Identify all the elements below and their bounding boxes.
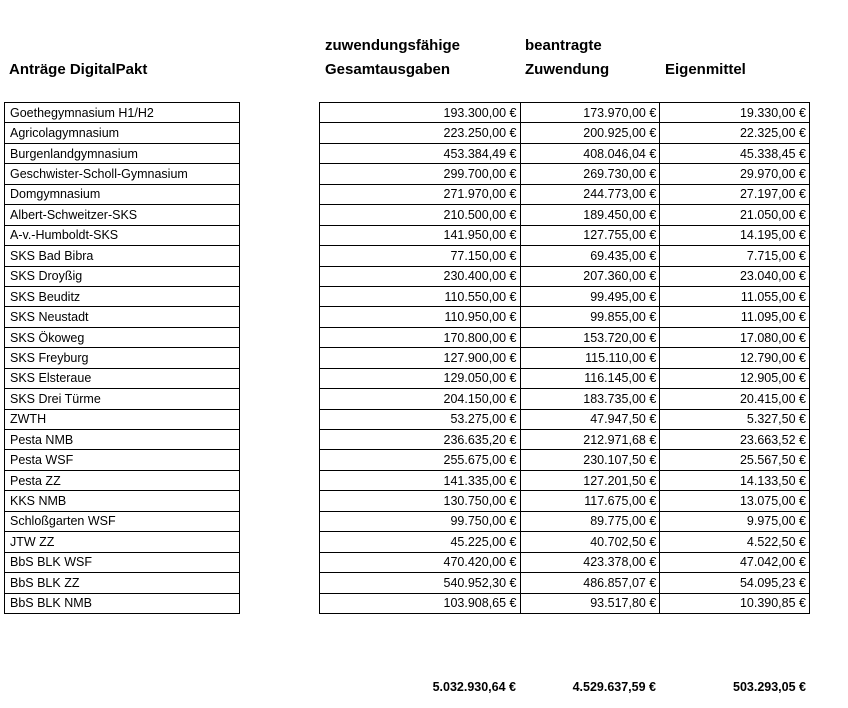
requested-grant-cell[interactable]: 99.495,00 € [520, 286, 660, 306]
school-name-cell[interactable]: A-v.-Humboldt-SKS [5, 225, 240, 245]
school-name-cell[interactable]: JTW ZZ [5, 532, 240, 552]
own-funds-cell[interactable]: 45.338,45 € [660, 143, 810, 163]
total-expenditure-cell[interactable]: 299.700,00 € [320, 164, 521, 184]
school-name-cell[interactable]: Geschwister-Scholl-Gymnasium [5, 164, 240, 184]
table-row [5, 409, 240, 429]
table-row [5, 348, 240, 368]
column-header-total-expenditure [325, 34, 460, 82]
table-row [5, 511, 240, 531]
requested-grant-cell[interactable]: 244.773,00 € [520, 184, 660, 204]
table-row [5, 205, 240, 225]
total-expenditure-cell[interactable]: 271.970,00 € [320, 184, 521, 204]
total-expenditure-cell[interactable]: 170.800,00 € [320, 327, 521, 347]
school-name-cell[interactable]: SKS Droyßig [5, 266, 240, 286]
table-row [320, 532, 810, 552]
total-expenditure-cell[interactable]: 540.952,30 € [320, 573, 521, 593]
table-row [320, 327, 810, 347]
own-funds-cell[interactable]: 27.197,00 € [660, 184, 810, 204]
table-row [5, 327, 240, 347]
school-name-cell[interactable]: SKS Neustadt [5, 307, 240, 327]
own-funds-cell[interactable]: 17.080,00 € [660, 327, 810, 347]
sheet-title: Anträge DigitalPakt [9, 61, 148, 78]
own-funds-cell[interactable]: 14.195,00 € [660, 225, 810, 245]
total-expenditure-cell[interactable]: 210.500,00 € [320, 205, 521, 225]
total-expenditure-cell[interactable]: 53.275,00 € [320, 409, 521, 429]
table-row [5, 123, 240, 143]
requested-grant-cell[interactable]: 423.378,00 € [520, 552, 660, 572]
total-expenditure-cell[interactable]: 193.300,00 € [320, 103, 521, 123]
total-expenditure-cell[interactable]: 99.750,00 € [320, 511, 521, 531]
own-funds-cell[interactable]: 47.042,00 € [660, 552, 810, 572]
school-name-cell[interactable]: SKS Elsteraue [5, 368, 240, 388]
table-row [5, 389, 240, 409]
table-row [5, 246, 240, 266]
own-funds-cell[interactable]: 12.790,00 € [660, 348, 810, 368]
requested-grant-cell[interactable]: 117.675,00 € [520, 491, 660, 511]
table-row [320, 409, 810, 429]
school-name-cell[interactable]: SKS Ökoweg [5, 327, 240, 347]
school-name-cell[interactable]: BbS BLK WSF [5, 552, 240, 572]
school-name-cell[interactable]: Albert-Schweitzer-SKS [5, 205, 240, 225]
total-expenditure-cell[interactable]: 255.675,00 € [320, 450, 521, 470]
requested-grant-cell[interactable]: 40.702,50 € [520, 532, 660, 552]
column-header-own-funds: Eigenmittel [665, 61, 746, 78]
own-funds-cell[interactable]: 11.095,00 € [660, 307, 810, 327]
requested-grant-cell[interactable]: 200.925,00 € [520, 123, 660, 143]
table-row [5, 184, 240, 204]
table-row [320, 389, 810, 409]
table-row [5, 266, 240, 286]
requested-grant-cell[interactable]: 153.720,00 € [520, 327, 660, 347]
table-row [320, 246, 810, 266]
own-funds-cell[interactable]: 23.663,52 € [660, 430, 810, 450]
own-funds-cell[interactable]: 4.522,50 € [660, 532, 810, 552]
own-funds-cell[interactable]: 13.075,00 € [660, 491, 810, 511]
requested-grant-cell[interactable]: 230.107,50 € [520, 450, 660, 470]
requested-grant-cell[interactable]: 183.735,00 € [520, 389, 660, 409]
requested-grant-cell[interactable]: 207.360,00 € [520, 266, 660, 286]
table-row [320, 491, 810, 511]
requested-grant-cell[interactable]: 69.435,00 € [520, 246, 660, 266]
requested-grant-cell[interactable]: 408.046,04 € [520, 143, 660, 163]
total-expenditure-cell[interactable]: 204.150,00 € [320, 389, 521, 409]
requested-grant-cell[interactable]: 173.970,00 € [520, 103, 660, 123]
school-name-cell[interactable]: ZWTH [5, 409, 240, 429]
table-row [5, 532, 240, 552]
column-header-total-expenditure-line1: zuwendungsfähige [325, 37, 460, 54]
requested-grant-cell[interactable]: 127.755,00 € [520, 225, 660, 245]
requested-grant-cell[interactable]: 269.730,00 € [520, 164, 660, 184]
school-name-cell[interactable]: Burgenlandgymnasium [5, 143, 240, 163]
total-expenditure-cell[interactable]: 141.335,00 € [320, 470, 521, 490]
table-row [320, 450, 810, 470]
table-row [320, 123, 810, 143]
own-funds-cell[interactable]: 7.715,00 € [660, 246, 810, 266]
table-row [5, 470, 240, 490]
requested-grant-cell[interactable]: 212.971,68 € [520, 430, 660, 450]
total-expenditure-cell[interactable]: 130.750,00 € [320, 491, 521, 511]
school-name-cell[interactable]: SKS Freyburg [5, 348, 240, 368]
total-expenditure-cell[interactable]: 129.050,00 € [320, 368, 521, 388]
table-row [320, 205, 810, 225]
own-funds-cell[interactable]: 29.970,00 € [660, 164, 810, 184]
requested-grant-cell[interactable]: 486.857,07 € [520, 573, 660, 593]
total-expenditure-cell[interactable]: 470.420,00 € [320, 552, 521, 572]
total-expenditure-cell[interactable]: 141.950,00 € [320, 225, 521, 245]
own-funds-cell[interactable]: 25.567,50 € [660, 450, 810, 470]
own-funds-cell[interactable]: 23.040,00 € [660, 266, 810, 286]
own-funds-cell[interactable]: 54.095,23 € [660, 573, 810, 593]
total-expenditure-cell[interactable]: 103.908,65 € [320, 593, 521, 613]
school-name-cell[interactable]: BbS BLK ZZ [5, 573, 240, 593]
table-row [320, 307, 810, 327]
table-row [320, 225, 810, 245]
table-row [320, 430, 810, 450]
requested-grant-cell[interactable]: 93.517,80 € [520, 593, 660, 613]
total-expenditure-cell[interactable]: 77.150,00 € [320, 246, 521, 266]
own-funds-cell[interactable]: 21.050,00 € [660, 205, 810, 225]
requested-grant-cell[interactable]: 47.947,50 € [520, 409, 660, 429]
own-funds-cell[interactable]: 14.133,50 € [660, 470, 810, 490]
own-funds-cell[interactable]: 10.390,85 € [660, 593, 810, 613]
table-row [320, 266, 810, 286]
total-expenditure-cell[interactable]: 236.635,20 € [320, 430, 521, 450]
school-name-cell[interactable]: Pesta ZZ [5, 470, 240, 490]
amounts-table [319, 102, 810, 614]
school-name-cell[interactable]: KKS NMB [5, 491, 240, 511]
table-row [320, 511, 810, 531]
table-row [320, 593, 810, 613]
school-name-cell[interactable]: SKS Drei Türme [5, 389, 240, 409]
own-funds-sum[interactable]: 503.293,05 € [733, 680, 806, 694]
table-row [5, 491, 240, 511]
table-row [320, 348, 810, 368]
total-expenditure-cell[interactable]: 230.400,00 € [320, 266, 521, 286]
table-row [5, 593, 240, 613]
column-header-requested-grant-line2: Zuwendung [525, 61, 610, 78]
total-expenditure-cell[interactable]: 110.950,00 € [320, 307, 521, 327]
own-funds-cell[interactable]: 9.975,00 € [660, 511, 810, 531]
table-row [5, 573, 240, 593]
school-name-cell[interactable]: SKS Beuditz [5, 286, 240, 306]
school-names-table [4, 102, 240, 614]
table-row [320, 368, 810, 388]
own-funds-cell[interactable]: 12.905,00 € [660, 368, 810, 388]
table-row [5, 225, 240, 245]
table-row [5, 143, 240, 163]
school-name-cell[interactable]: Domgymnasium [5, 184, 240, 204]
total-expenditure-cell[interactable]: 453.384,49 € [320, 143, 521, 163]
table-row [5, 552, 240, 572]
column-header-total-expenditure-line2: Gesamtausgaben [325, 61, 451, 78]
column-header-requested-grant-line1: beantragte [525, 37, 602, 54]
own-funds-cell[interactable]: 19.330,00 € [660, 103, 810, 123]
total-expenditure-cell[interactable]: 110.550,00 € [320, 286, 521, 306]
total-expenditure-cell[interactable]: 223.250,00 € [320, 123, 521, 143]
table-row [5, 307, 240, 327]
table-row [320, 552, 810, 572]
table-row [320, 103, 810, 123]
requested-grant-cell[interactable]: 89.775,00 € [520, 511, 660, 531]
table-row [320, 286, 810, 306]
total-expenditure-cell[interactable]: 45.225,00 € [320, 532, 521, 552]
table-row [5, 286, 240, 306]
table-row [320, 470, 810, 490]
table-row [5, 450, 240, 470]
table-row [320, 143, 810, 163]
own-funds-cell[interactable]: 20.415,00 € [660, 389, 810, 409]
requested-grant-cell[interactable]: 116.145,00 € [520, 368, 660, 388]
requested-grant-cell[interactable]: 127.201,50 € [520, 470, 660, 490]
table-row [5, 430, 240, 450]
total-expenditure-sum[interactable]: 5.032.930,64 € [432, 680, 516, 694]
own-funds-cell[interactable]: 11.055,00 € [660, 286, 810, 306]
requested-grant-sum[interactable]: 4.529.637,59 € [572, 680, 656, 694]
school-name-cell[interactable]: Goethegymnasium H1/H2 [5, 103, 240, 123]
school-name-cell[interactable]: BbS BLK NMB [5, 593, 240, 613]
table-row [320, 164, 810, 184]
own-funds-cell[interactable]: 22.325,00 € [660, 123, 810, 143]
school-name-cell[interactable]: Schloßgarten WSF [5, 511, 240, 531]
requested-grant-cell[interactable]: 189.450,00 € [520, 205, 660, 225]
table-row [5, 164, 240, 184]
school-name-cell[interactable]: Agricolagymnasium [5, 123, 240, 143]
school-name-cell[interactable]: SKS Bad Bibra [5, 246, 240, 266]
table-row [320, 184, 810, 204]
table-row [5, 103, 240, 123]
total-expenditure-cell[interactable]: 127.900,00 € [320, 348, 521, 368]
column-header-requested-grant [525, 34, 609, 82]
table-row [5, 368, 240, 388]
requested-grant-cell[interactable]: 115.110,00 € [520, 348, 660, 368]
own-funds-cell[interactable]: 5.327,50 € [660, 409, 810, 429]
table-row [320, 573, 810, 593]
requested-grant-cell[interactable]: 99.855,00 € [520, 307, 660, 327]
school-name-cell[interactable]: Pesta NMB [5, 430, 240, 450]
school-name-cell[interactable]: Pesta WSF [5, 450, 240, 470]
